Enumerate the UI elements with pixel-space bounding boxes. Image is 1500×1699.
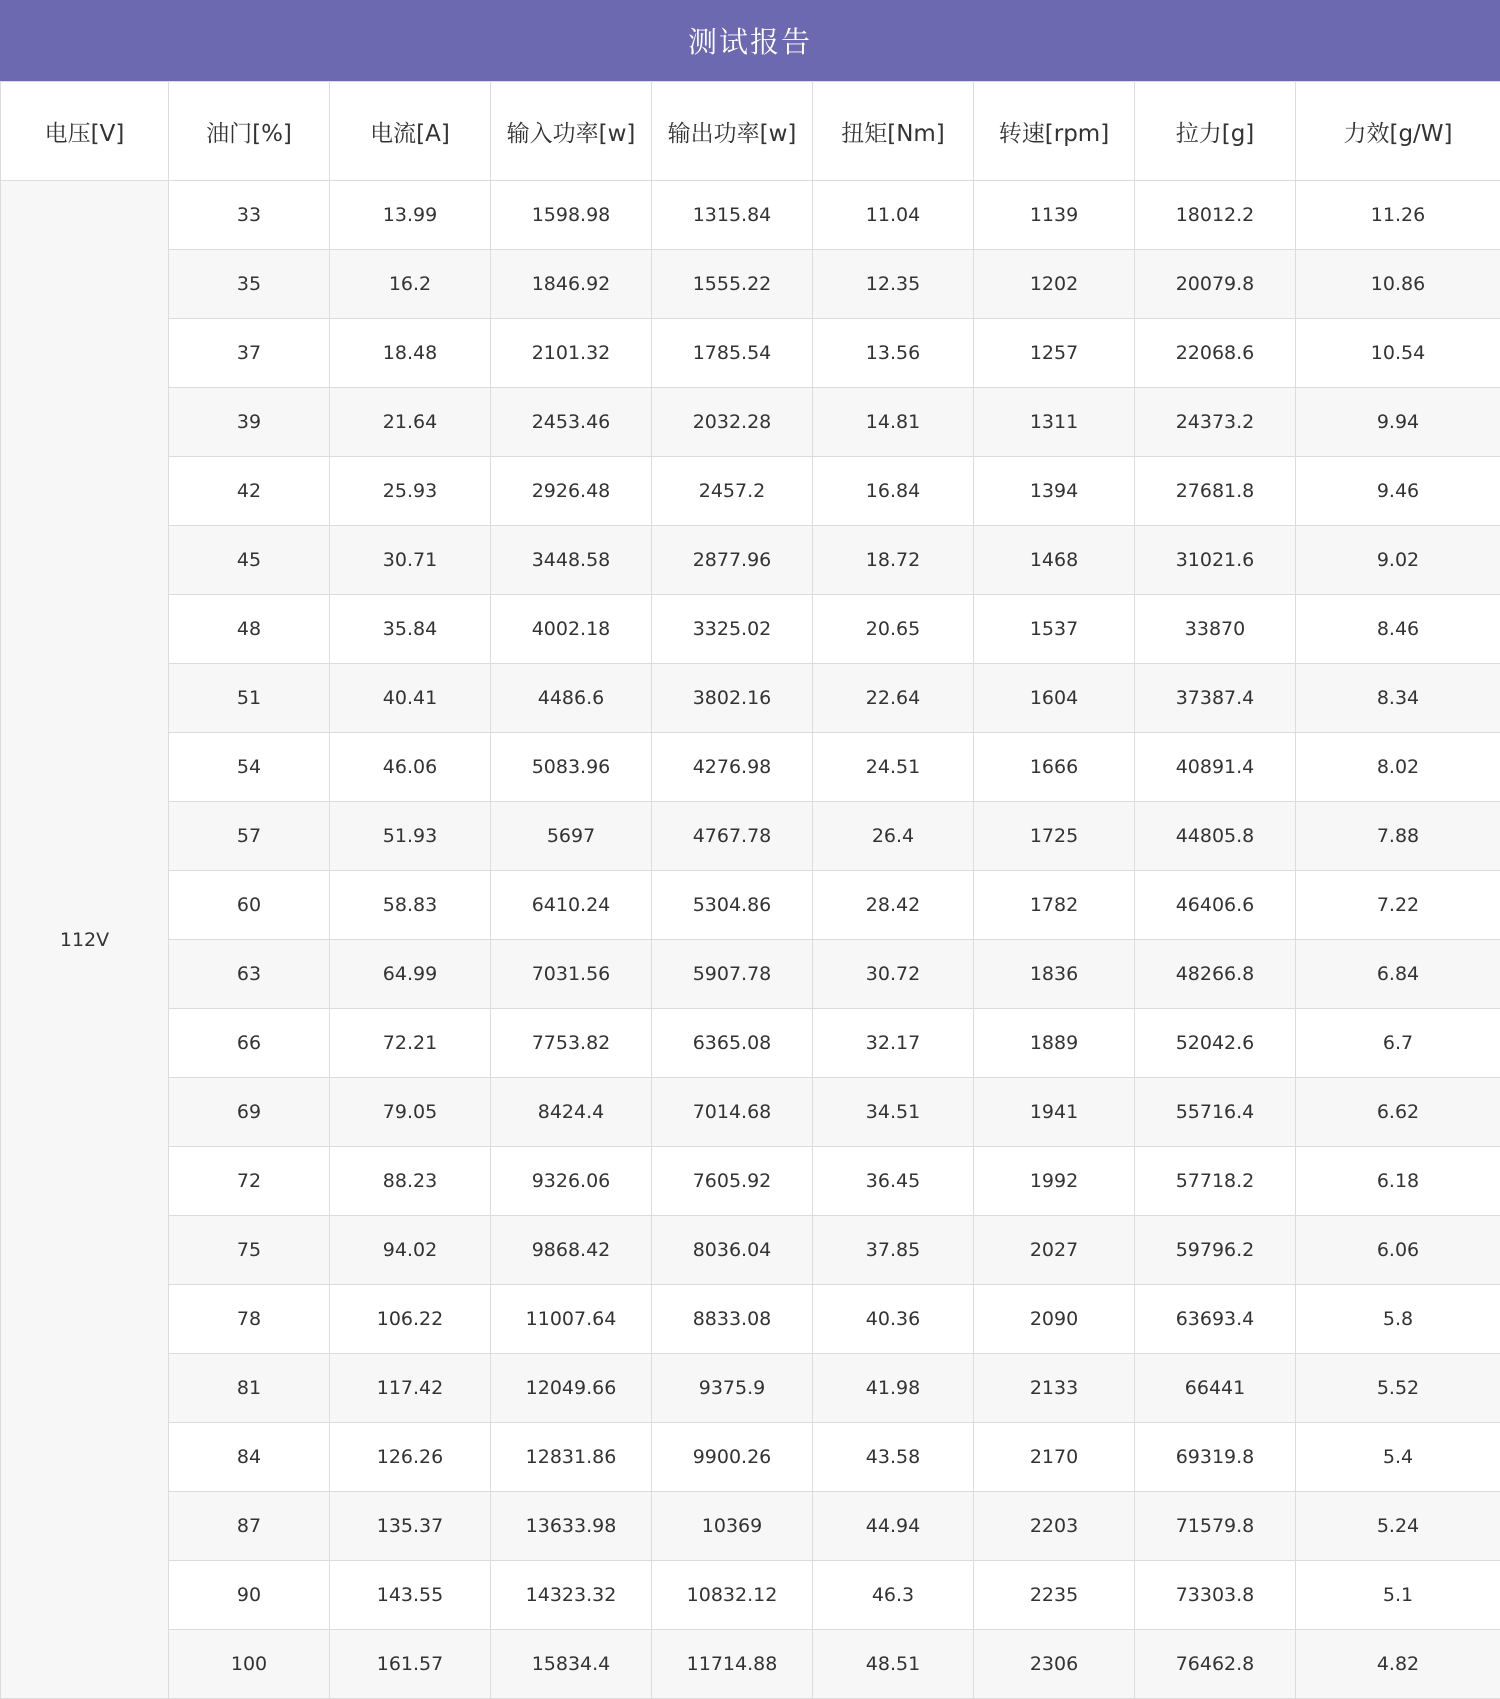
output-power-cell: 1785.54 xyxy=(652,319,813,388)
torque-cell: 16.84 xyxy=(813,457,974,526)
output-power-cell: 3802.16 xyxy=(652,664,813,733)
torque-cell: 18.72 xyxy=(813,526,974,595)
table-row xyxy=(1,319,1500,388)
current-cell: 16.2 xyxy=(330,250,491,319)
input-power-cell: 2101.32 xyxy=(491,319,652,388)
torque-cell: 20.65 xyxy=(813,595,974,664)
speed-cell: 2170 xyxy=(974,1423,1135,1492)
table-row xyxy=(1,664,1500,733)
speed-cell: 1468 xyxy=(974,526,1135,595)
thrust-cell: 27681.8 xyxy=(1135,457,1296,526)
column-header-throttle: 油门[%] xyxy=(169,82,330,181)
speed-cell: 1666 xyxy=(974,733,1135,802)
output-power-cell: 5907.78 xyxy=(652,940,813,1009)
input-power-cell: 4486.6 xyxy=(491,664,652,733)
table-row xyxy=(1,526,1500,595)
current-cell: 94.02 xyxy=(330,1216,491,1285)
efficiency-cell: 9.94 xyxy=(1296,388,1500,457)
speed-cell: 2235 xyxy=(974,1561,1135,1630)
torque-cell: 24.51 xyxy=(813,733,974,802)
speed-cell: 2133 xyxy=(974,1354,1135,1423)
current-cell: 117.42 xyxy=(330,1354,491,1423)
table-row xyxy=(1,733,1500,802)
speed-cell: 1836 xyxy=(974,940,1135,1009)
speed-cell: 1139 xyxy=(974,181,1135,250)
efficiency-cell: 6.7 xyxy=(1296,1009,1500,1078)
table-row xyxy=(1,1561,1500,1630)
efficiency-cell: 7.22 xyxy=(1296,871,1500,940)
input-power-cell: 12049.66 xyxy=(491,1354,652,1423)
torque-cell: 11.04 xyxy=(813,181,974,250)
throttle-cell: 87 xyxy=(169,1492,330,1561)
input-power-cell: 2926.48 xyxy=(491,457,652,526)
thrust-cell: 31021.6 xyxy=(1135,526,1296,595)
output-power-cell: 6365.08 xyxy=(652,1009,813,1078)
column-header-efficiency: 力效[g/W] xyxy=(1296,82,1500,181)
input-power-cell: 5083.96 xyxy=(491,733,652,802)
throttle-cell: 48 xyxy=(169,595,330,664)
efficiency-cell: 9.46 xyxy=(1296,457,1500,526)
speed-cell: 1725 xyxy=(974,802,1135,871)
output-power-cell: 4276.98 xyxy=(652,733,813,802)
speed-cell: 2090 xyxy=(974,1285,1135,1354)
speed-cell: 1202 xyxy=(974,250,1135,319)
efficiency-cell: 10.54 xyxy=(1296,319,1500,388)
current-cell: 35.84 xyxy=(330,595,491,664)
output-power-cell: 1315.84 xyxy=(652,181,813,250)
current-cell: 18.48 xyxy=(330,319,491,388)
efficiency-cell: 5.24 xyxy=(1296,1492,1500,1561)
speed-cell: 2027 xyxy=(974,1216,1135,1285)
speed-cell: 1257 xyxy=(974,319,1135,388)
speed-cell: 2203 xyxy=(974,1492,1135,1561)
torque-cell: 44.94 xyxy=(813,1492,974,1561)
torque-cell: 28.42 xyxy=(813,871,974,940)
output-power-cell: 3325.02 xyxy=(652,595,813,664)
input-power-cell: 9326.06 xyxy=(491,1147,652,1216)
input-power-cell: 5697 xyxy=(491,802,652,871)
thrust-cell: 69319.8 xyxy=(1135,1423,1296,1492)
torque-cell: 43.58 xyxy=(813,1423,974,1492)
table-row xyxy=(1,457,1500,526)
current-cell: 161.57 xyxy=(330,1630,491,1699)
thrust-cell: 40891.4 xyxy=(1135,733,1296,802)
thrust-cell: 24373.2 xyxy=(1135,388,1296,457)
output-power-cell: 1555.22 xyxy=(652,250,813,319)
table-row xyxy=(1,1423,1500,1492)
throttle-cell: 100 xyxy=(169,1630,330,1699)
efficiency-cell: 6.18 xyxy=(1296,1147,1500,1216)
input-power-cell: 12831.86 xyxy=(491,1423,652,1492)
throttle-cell: 81 xyxy=(169,1354,330,1423)
thrust-cell: 55716.4 xyxy=(1135,1078,1296,1147)
torque-cell: 34.51 xyxy=(813,1078,974,1147)
thrust-cell: 71579.8 xyxy=(1135,1492,1296,1561)
thrust-cell: 52042.6 xyxy=(1135,1009,1296,1078)
throttle-cell: 57 xyxy=(169,802,330,871)
efficiency-cell: 8.34 xyxy=(1296,664,1500,733)
table-row xyxy=(1,1147,1500,1216)
throttle-cell: 51 xyxy=(169,664,330,733)
table-row xyxy=(1,388,1500,457)
thrust-cell: 73303.8 xyxy=(1135,1561,1296,1630)
current-cell: 88.23 xyxy=(330,1147,491,1216)
speed-cell: 1889 xyxy=(974,1009,1135,1078)
throttle-cell: 84 xyxy=(169,1423,330,1492)
thrust-cell: 66441 xyxy=(1135,1354,1296,1423)
throttle-cell: 33 xyxy=(169,181,330,250)
table-row xyxy=(1,1354,1500,1423)
efficiency-cell: 9.02 xyxy=(1296,526,1500,595)
current-cell: 79.05 xyxy=(330,1078,491,1147)
torque-cell: 14.81 xyxy=(813,388,974,457)
torque-cell: 13.56 xyxy=(813,319,974,388)
efficiency-cell: 5.52 xyxy=(1296,1354,1500,1423)
thrust-cell: 46406.6 xyxy=(1135,871,1296,940)
output-power-cell: 7605.92 xyxy=(652,1147,813,1216)
efficiency-cell: 6.84 xyxy=(1296,940,1500,1009)
input-power-cell: 7753.82 xyxy=(491,1009,652,1078)
table-row xyxy=(1,940,1500,1009)
output-power-cell: 4767.78 xyxy=(652,802,813,871)
current-cell: 72.21 xyxy=(330,1009,491,1078)
table-row xyxy=(1,595,1500,664)
current-cell: 40.41 xyxy=(330,664,491,733)
speed-cell: 1311 xyxy=(974,388,1135,457)
torque-cell: 32.17 xyxy=(813,1009,974,1078)
column-header-torque: 扭矩[Nm] xyxy=(813,82,974,181)
column-header-speed: 转速[rpm] xyxy=(974,82,1135,181)
column-header-current: 电流[A] xyxy=(330,82,491,181)
throttle-cell: 72 xyxy=(169,1147,330,1216)
column-header-thrust: 拉力[g] xyxy=(1135,82,1296,181)
current-cell: 13.99 xyxy=(330,181,491,250)
efficiency-cell: 5.4 xyxy=(1296,1423,1500,1492)
torque-cell: 26.4 xyxy=(813,802,974,871)
torque-cell: 46.3 xyxy=(813,1561,974,1630)
thrust-cell: 76462.8 xyxy=(1135,1630,1296,1699)
output-power-cell: 5304.86 xyxy=(652,871,813,940)
throttle-cell: 60 xyxy=(169,871,330,940)
throttle-cell: 63 xyxy=(169,940,330,1009)
table-row xyxy=(1,1630,1500,1699)
torque-cell: 37.85 xyxy=(813,1216,974,1285)
output-power-cell: 9900.26 xyxy=(652,1423,813,1492)
thrust-cell: 18012.2 xyxy=(1135,181,1296,250)
torque-cell: 12.35 xyxy=(813,250,974,319)
input-power-cell: 15834.4 xyxy=(491,1630,652,1699)
throttle-cell: 90 xyxy=(169,1561,330,1630)
efficiency-cell: 10.86 xyxy=(1296,250,1500,319)
current-cell: 64.99 xyxy=(330,940,491,1009)
output-power-cell: 8833.08 xyxy=(652,1285,813,1354)
table-row xyxy=(1,250,1500,319)
current-cell: 143.55 xyxy=(330,1561,491,1630)
input-power-cell: 7031.56 xyxy=(491,940,652,1009)
efficiency-cell: 5.8 xyxy=(1296,1285,1500,1354)
current-cell: 106.22 xyxy=(330,1285,491,1354)
table-row xyxy=(1,1078,1500,1147)
current-cell: 51.93 xyxy=(330,802,491,871)
table-row xyxy=(1,1285,1500,1354)
efficiency-cell: 6.62 xyxy=(1296,1078,1500,1147)
output-power-cell: 7014.68 xyxy=(652,1078,813,1147)
throttle-cell: 69 xyxy=(169,1078,330,1147)
table-row xyxy=(1,1216,1500,1285)
input-power-cell: 13633.98 xyxy=(491,1492,652,1561)
torque-cell: 36.45 xyxy=(813,1147,974,1216)
thrust-cell: 33870 xyxy=(1135,595,1296,664)
report-title-bar xyxy=(0,0,1500,81)
input-power-cell: 4002.18 xyxy=(491,595,652,664)
torque-cell: 48.51 xyxy=(813,1630,974,1699)
thrust-cell: 20079.8 xyxy=(1135,250,1296,319)
efficiency-cell: 6.06 xyxy=(1296,1216,1500,1285)
input-power-cell: 1846.92 xyxy=(491,250,652,319)
speed-cell: 2306 xyxy=(974,1630,1135,1699)
efficiency-cell: 11.26 xyxy=(1296,181,1500,250)
throttle-cell: 42 xyxy=(169,457,330,526)
table-row xyxy=(1,871,1500,940)
input-power-cell: 9868.42 xyxy=(491,1216,652,1285)
column-header-output-power: 输出功率[w] xyxy=(652,82,813,181)
current-cell: 21.64 xyxy=(330,388,491,457)
column-header-input-power: 输入功率[w] xyxy=(491,82,652,181)
thrust-cell: 44805.8 xyxy=(1135,802,1296,871)
output-power-cell: 9375.9 xyxy=(652,1354,813,1423)
table-row xyxy=(1,181,1500,250)
output-power-cell: 8036.04 xyxy=(652,1216,813,1285)
efficiency-cell: 8.02 xyxy=(1296,733,1500,802)
test-report-table xyxy=(0,81,1500,1699)
thrust-cell: 22068.6 xyxy=(1135,319,1296,388)
input-power-cell: 3448.58 xyxy=(491,526,652,595)
report-title: 测试报告 xyxy=(688,20,812,61)
output-power-cell: 10832.12 xyxy=(652,1561,813,1630)
speed-cell: 1941 xyxy=(974,1078,1135,1147)
column-header-voltage: 电压[V] xyxy=(1,82,169,181)
voltage-cell: 112V xyxy=(1,181,169,1699)
thrust-cell: 57718.2 xyxy=(1135,1147,1296,1216)
current-cell: 135.37 xyxy=(330,1492,491,1561)
throttle-cell: 37 xyxy=(169,319,330,388)
throttle-cell: 54 xyxy=(169,733,330,802)
throttle-cell: 75 xyxy=(169,1216,330,1285)
current-cell: 30.71 xyxy=(330,526,491,595)
speed-cell: 1782 xyxy=(974,871,1135,940)
input-power-cell: 11007.64 xyxy=(491,1285,652,1354)
throttle-cell: 39 xyxy=(169,388,330,457)
output-power-cell: 2457.2 xyxy=(652,457,813,526)
current-cell: 46.06 xyxy=(330,733,491,802)
table-row xyxy=(1,1492,1500,1561)
efficiency-cell: 5.1 xyxy=(1296,1561,1500,1630)
efficiency-cell: 7.88 xyxy=(1296,802,1500,871)
table-row xyxy=(1,1009,1500,1078)
input-power-cell: 8424.4 xyxy=(491,1078,652,1147)
speed-cell: 1537 xyxy=(974,595,1135,664)
throttle-cell: 35 xyxy=(169,250,330,319)
input-power-cell: 6410.24 xyxy=(491,871,652,940)
table-row xyxy=(1,802,1500,871)
thrust-cell: 37387.4 xyxy=(1135,664,1296,733)
output-power-cell: 11714.88 xyxy=(652,1630,813,1699)
thrust-cell: 59796.2 xyxy=(1135,1216,1296,1285)
thrust-cell: 63693.4 xyxy=(1135,1285,1296,1354)
input-power-cell: 2453.46 xyxy=(491,388,652,457)
input-power-cell: 14323.32 xyxy=(491,1561,652,1630)
thrust-cell: 48266.8 xyxy=(1135,940,1296,1009)
torque-cell: 30.72 xyxy=(813,940,974,1009)
current-cell: 58.83 xyxy=(330,871,491,940)
output-power-cell: 2032.28 xyxy=(652,388,813,457)
efficiency-cell: 8.46 xyxy=(1296,595,1500,664)
speed-cell: 1992 xyxy=(974,1147,1135,1216)
throttle-cell: 78 xyxy=(169,1285,330,1354)
input-power-cell: 1598.98 xyxy=(491,181,652,250)
current-cell: 25.93 xyxy=(330,457,491,526)
efficiency-cell: 4.82 xyxy=(1296,1630,1500,1699)
header-row xyxy=(1,82,1500,181)
throttle-cell: 45 xyxy=(169,526,330,595)
torque-cell: 40.36 xyxy=(813,1285,974,1354)
current-cell: 126.26 xyxy=(330,1423,491,1492)
speed-cell: 1394 xyxy=(974,457,1135,526)
speed-cell: 1604 xyxy=(974,664,1135,733)
output-power-cell: 2877.96 xyxy=(652,526,813,595)
torque-cell: 22.64 xyxy=(813,664,974,733)
output-power-cell: 10369 xyxy=(652,1492,813,1561)
torque-cell: 41.98 xyxy=(813,1354,974,1423)
throttle-cell: 66 xyxy=(169,1009,330,1078)
report-body xyxy=(1,181,1500,1699)
